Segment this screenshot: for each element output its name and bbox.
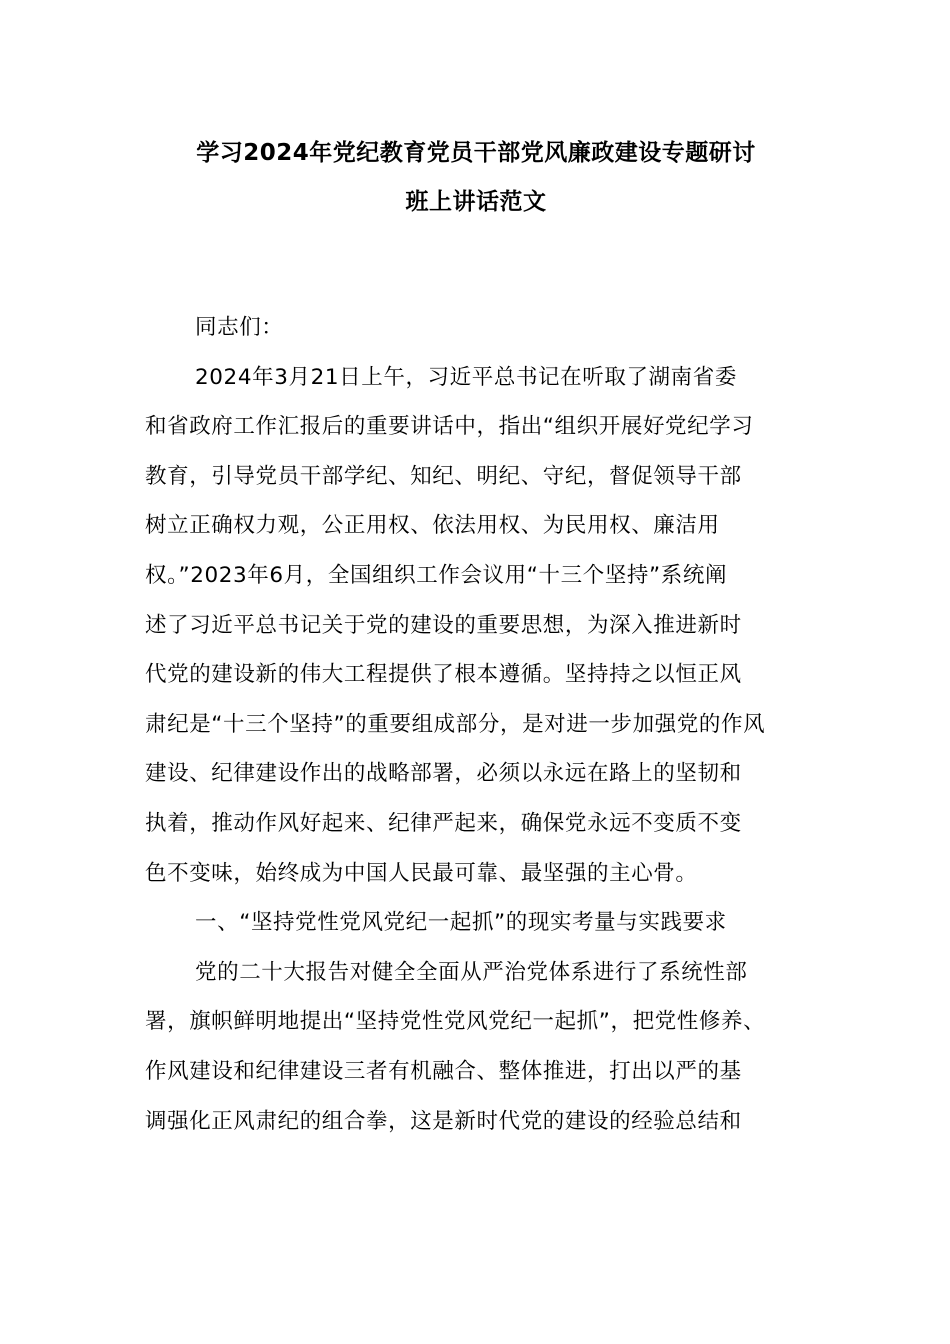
paragraph-line: 署，旗帜鲜明地提出“坚持党性党风党纪一起抓”，把党性修养、 <box>145 1009 766 1035</box>
document-title-line-1: 学习2024年党纪教育党员干部党风廉政建设专题研讨 <box>196 140 756 166</box>
document-body <box>145 303 810 1146</box>
section-heading: 一、“坚持党性党风党纪一起抓”的现实考量与实践要求 <box>195 910 727 936</box>
document-title-line-2: 班上讲话范文 <box>405 189 547 215</box>
paragraph-line: 树立正确权力观，公正用权、依法用权、为民用权、廉洁用 <box>145 513 720 539</box>
salutation: 同志们： <box>195 315 284 340</box>
paragraph-line: 作风建设和纪律建设三者有机融合、整体推进，打出以严的基 <box>145 1058 742 1084</box>
paragraph-line: 教育，引导党员干部学纪、知纪、明纪、守纪，督促领导干部 <box>145 463 742 489</box>
paragraph-line: 建设、纪律建设作出的战略部署，必须以永远在路上的坚韧和 <box>145 761 742 787</box>
paragraph-line: 代党的建设新的伟大工程提供了根本遵循。坚持持之以恒正风 <box>145 662 742 688</box>
paragraph-line: 权。”2023年6月，全国组织工作会议用“十三个坚持”系统阐 <box>145 562 728 588</box>
paragraph-line: 和省政府工作汇报后的重要讲话中，指出“组织开展好党纪学习 <box>145 414 754 440</box>
paragraph-line: 述了习近平总书记关于党的建设的重要思想，为深入推进新时 <box>145 612 742 638</box>
paragraph-line: 色不变味，始终成为中国人民最可靠、最坚强的主心骨。 <box>145 860 698 886</box>
paragraph-line: 党的二十大报告对健全全面从严治党体系进行了系统性部 <box>195 959 748 985</box>
paragraph-line: 肃纪是“十三个坚持”的重要组成部分，是对进一步加强党的作风 <box>145 711 766 737</box>
paragraph-line: 调强化正风肃纪的组合拳，这是新时代党的建设的经验总结和 <box>145 1108 742 1134</box>
paragraph-line: 执着，推动作风好起来、纪律严起来，确保党永远不变质不变 <box>145 810 742 836</box>
paragraph-line: 2024年3月21日上午，习近平总书记在听取了湖南省委 <box>195 364 737 390</box>
